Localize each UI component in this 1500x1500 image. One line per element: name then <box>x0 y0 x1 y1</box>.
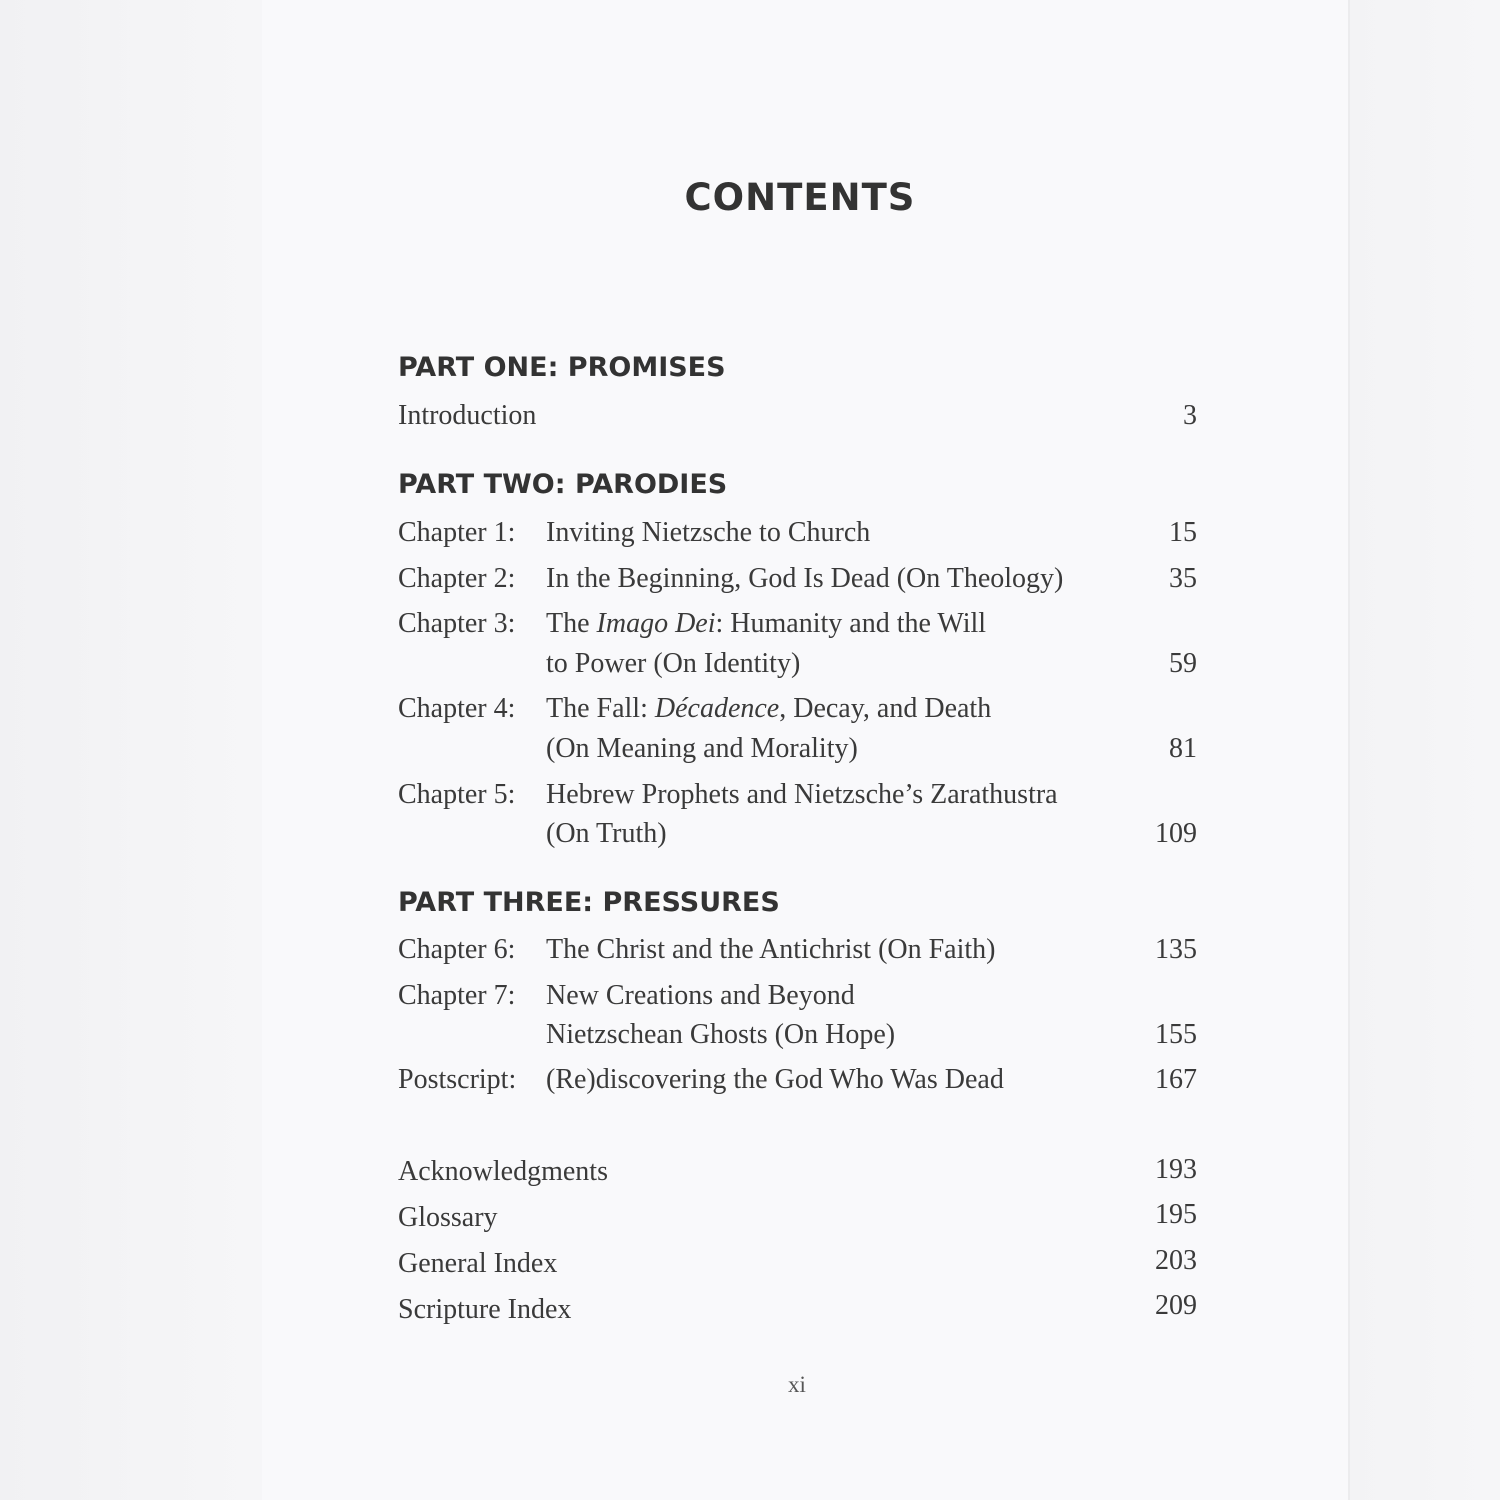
chapter-3-italic-term: Imago Dei <box>596 608 716 639</box>
chapter-7-label: Chapter 7: <box>398 980 516 1011</box>
glossary-page: 195 <box>1155 1199 1197 1230</box>
postscript-label: Postscript: <box>398 1064 517 1095</box>
chapter-7-title-line1: New Creations and Beyond <box>546 980 855 1011</box>
acknowledgments-label: Acknowledgments <box>398 1156 608 1187</box>
part-two-heading: PART TWO: PARODIES <box>398 469 728 500</box>
chapter-4-page: 81 <box>1169 733 1197 764</box>
chapter-4-title-line1: The Fall: Décadence, Decay, and Death <box>546 693 992 724</box>
chapter-2-title: In the Beginning, God Is Dead (On Theology) <box>546 563 1064 594</box>
chapter-4-label: Chapter 4: <box>398 693 516 724</box>
chapter-2-label: Chapter 2: <box>398 563 516 594</box>
page-folio: xi <box>788 1372 806 1397</box>
chapter-1-label: Chapter 1: <box>398 517 516 548</box>
chapter-3-label: Chapter 3: <box>398 608 516 639</box>
chapter-7-title-line2: Nietzschean Ghosts (On Hope) <box>546 1019 896 1050</box>
part-three-heading: PART THREE: PRESSURES <box>398 887 780 918</box>
postscript-page: 167 <box>1155 1064 1197 1095</box>
chapter-3-page: 59 <box>1169 648 1197 679</box>
chapter-2-page: 35 <box>1169 563 1197 594</box>
chapter-6-title: The Christ and the Antichrist (On Faith) <box>546 934 996 965</box>
page-edge-right <box>1350 0 1500 1500</box>
page-title: CONTENTS <box>684 176 916 219</box>
general-index-label: General Index <box>398 1248 558 1279</box>
chapter-1-page: 15 <box>1169 517 1197 548</box>
scripture-index-page: 209 <box>1155 1290 1197 1321</box>
chapter-5-label: Chapter 5: <box>398 779 516 810</box>
glossary-label: Glossary <box>398 1202 498 1233</box>
scripture-index-label: Scripture Index <box>398 1294 572 1325</box>
chapter-7-page: 155 <box>1155 1019 1197 1050</box>
chapter-6-page: 135 <box>1155 934 1197 965</box>
chapter-4-title-line2: (On Meaning and Morality) <box>546 733 858 764</box>
introduction-page: 3 <box>1183 400 1197 431</box>
general-index-page: 203 <box>1155 1245 1197 1276</box>
chapter-3-title-line1: The Imago Dei: Humanity and the Will <box>546 608 987 639</box>
chapter-4-italic-term: Décadence <box>654 693 780 724</box>
chapter-5-title-line1: Hebrew Prophets and Nietzsche’s Zarathustra <box>546 779 1058 810</box>
chapter-3-title-line2: to Power (On Identity) <box>546 648 801 679</box>
introduction-label: Introduction <box>398 400 537 431</box>
chapter-5-page: 109 <box>1155 818 1197 849</box>
chapter-5-title-line2: (On Truth) <box>546 818 667 849</box>
postscript-title: (Re)discovering the God Who Was Dead <box>546 1064 1004 1095</box>
part-one-heading: PART ONE: PROMISES <box>398 352 726 383</box>
acknowledgments-page: 193 <box>1155 1154 1197 1185</box>
facing-page-edge <box>0 0 262 1500</box>
chapter-6-label: Chapter 6: <box>398 934 516 965</box>
chapter-1-title: Inviting Nietzsche to Church <box>546 517 871 548</box>
